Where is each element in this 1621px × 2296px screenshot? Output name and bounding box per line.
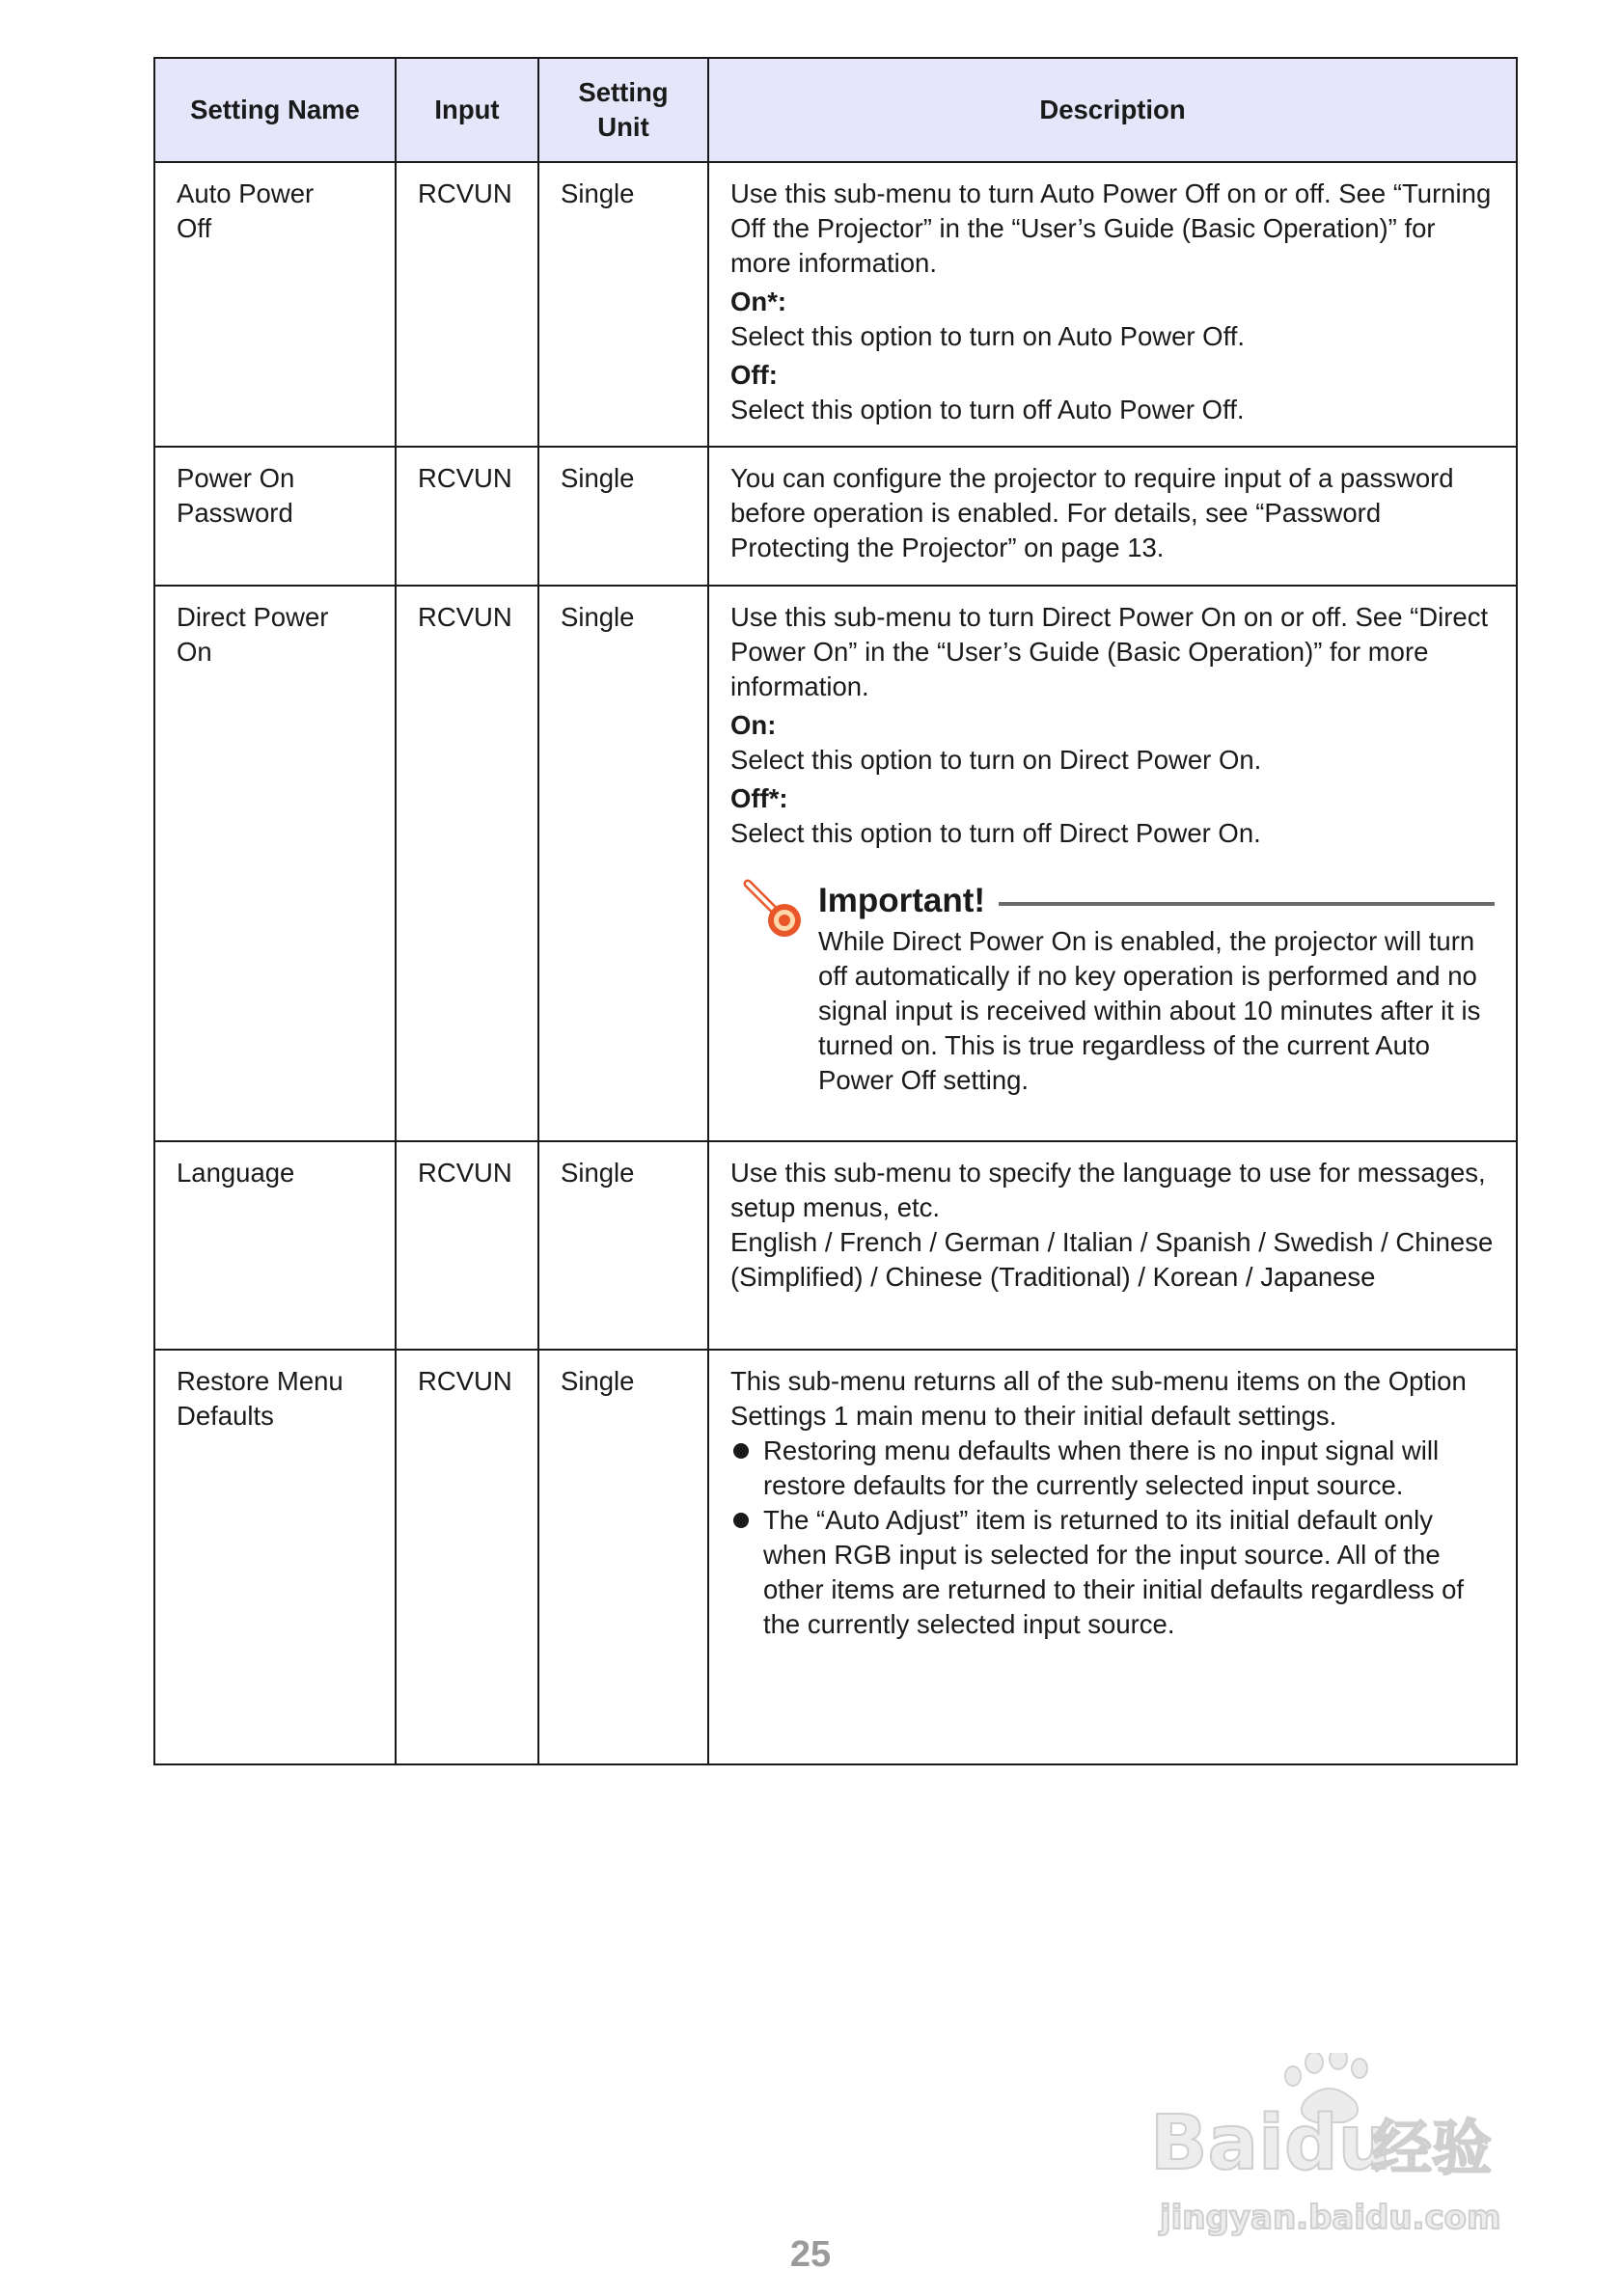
setting-name-line1: Language <box>177 1158 295 1188</box>
language-list: English / French / German / Italian / Spanish / Swedish / Chinese (Simplified) / Chinese (Traditional) / Korean / Japanese <box>730 1227 1494 1292</box>
table-row <box>154 447 1517 586</box>
unit-cell: Single <box>538 162 708 447</box>
option-label: On: <box>730 710 777 740</box>
input-cell: RCVUN <box>396 1350 538 1764</box>
table-row <box>154 586 1517 1141</box>
description-intro: This sub-menu returns all of the sub-menu items on the Option Settings 1 main menu to their initial default settings. <box>730 1366 1467 1431</box>
description-cell <box>708 586 1517 1141</box>
option-text: Select this option to turn off Auto Power Off. <box>730 395 1245 424</box>
header-setting-unit-line1: Setting <box>578 77 669 107</box>
table-row <box>154 1350 1517 1764</box>
important-divider <box>999 902 1495 906</box>
setting-name-line2: Off <box>177 213 212 243</box>
input-cell: RCVUN <box>396 447 538 586</box>
header-description: Description <box>708 58 1517 162</box>
setting-name-cell <box>154 447 396 586</box>
setting-name-cell <box>154 162 396 447</box>
table-header-row <box>154 58 1517 162</box>
description-intro: Use this sub-menu to specify the language to use for messages, setup menus, etc. <box>730 1158 1486 1222</box>
watermark-brand-cn: 经验 <box>1372 2113 1493 2183</box>
description-cell <box>708 162 1517 447</box>
unit-cell: Single <box>538 1350 708 1764</box>
input-cell: RCVUN <box>396 162 538 447</box>
bullet-item: Restoring menu defaults when there is no input signal will restore defaults for the currently selected input source. <box>730 1434 1495 1503</box>
settings-table <box>153 57 1518 1765</box>
unit-cell: Single <box>538 1141 708 1350</box>
watermark-url: jingyan.baidu.com <box>1160 2199 1501 2236</box>
setting-name-cell <box>154 1350 396 1764</box>
description-intro: Use this sub-menu to turn Auto Power Off on or off. See “Turning Off the Projector” in the “User’s Guide (Basic Operation)” for more information. <box>730 178 1492 278</box>
setting-name-line1: Restore Menu <box>177 1366 343 1396</box>
description-cell <box>708 1141 1517 1350</box>
setting-name-line1: Auto Power <box>177 178 315 208</box>
important-title: Important! <box>818 882 986 919</box>
description-cell <box>708 447 1517 586</box>
unit-cell: Single <box>538 586 708 1141</box>
bullet-list <box>730 1434 1495 1642</box>
unit-cell: Single <box>538 447 708 586</box>
important-header <box>818 878 1495 924</box>
option-label: Off: <box>730 360 778 390</box>
header-setting-unit-line2: Unit <box>597 112 649 142</box>
description-intro: You can configure the projector to require input of a password before operation is enabled. For details, see “Password Protecting the Projector” on page 13. <box>730 463 1454 562</box>
setting-name-line2: Defaults <box>177 1401 274 1431</box>
table-row <box>154 162 1517 447</box>
description-intro: Use this sub-menu to turn Direct Power On on or off. See “Direct Power On” in the “User’s Guide (Basic Operation)” for more information. <box>730 602 1489 701</box>
important-pin-icon <box>738 878 810 949</box>
important-text: While Direct Power On is enabled, the projector will turn off automatically if no key operation is performed and no signal input is received within about 10 minutes after it is turned on. This is true regardless of the current Auto Power Off setting. <box>818 926 1481 1095</box>
description-cell <box>708 1350 1517 1764</box>
bullet-item: The “Auto Adjust” item is returned to its initial default only when RGB input is selected for the input source. All of the other items are returned to their initial defaults regardless of the currently selected input source. <box>730 1503 1495 1642</box>
option-label: Off*: <box>730 783 788 813</box>
setting-name-line1: Power On <box>177 463 295 493</box>
setting-name-line2: On <box>177 637 212 667</box>
setting-name-line2: Password <box>177 498 293 528</box>
option-text: Select this option to turn on Auto Power Off. <box>730 321 1246 351</box>
input-cell: RCVUN <box>396 1141 538 1350</box>
setting-name-cell <box>154 586 396 1141</box>
header-input: Input <box>396 58 538 162</box>
header-setting-unit <box>538 58 708 162</box>
table-row <box>154 1141 1517 1350</box>
setting-name-line1: Direct Power <box>177 602 329 632</box>
watermark-brand: Baidu <box>1150 2100 1392 2187</box>
option-text: Select this option to turn off Direct Power On. <box>730 818 1261 848</box>
setting-name-cell <box>154 1141 396 1350</box>
option-label: On*: <box>730 287 787 316</box>
input-cell: RCVUN <box>396 586 538 1141</box>
important-note <box>730 878 1495 1098</box>
page-number: 25 <box>789 2234 832 2275</box>
header-setting-name: Setting Name <box>154 58 396 162</box>
baidu-watermark-logo <box>1150 2053 1546 2236</box>
option-text: Select this option to turn on Direct Power On. <box>730 745 1262 775</box>
